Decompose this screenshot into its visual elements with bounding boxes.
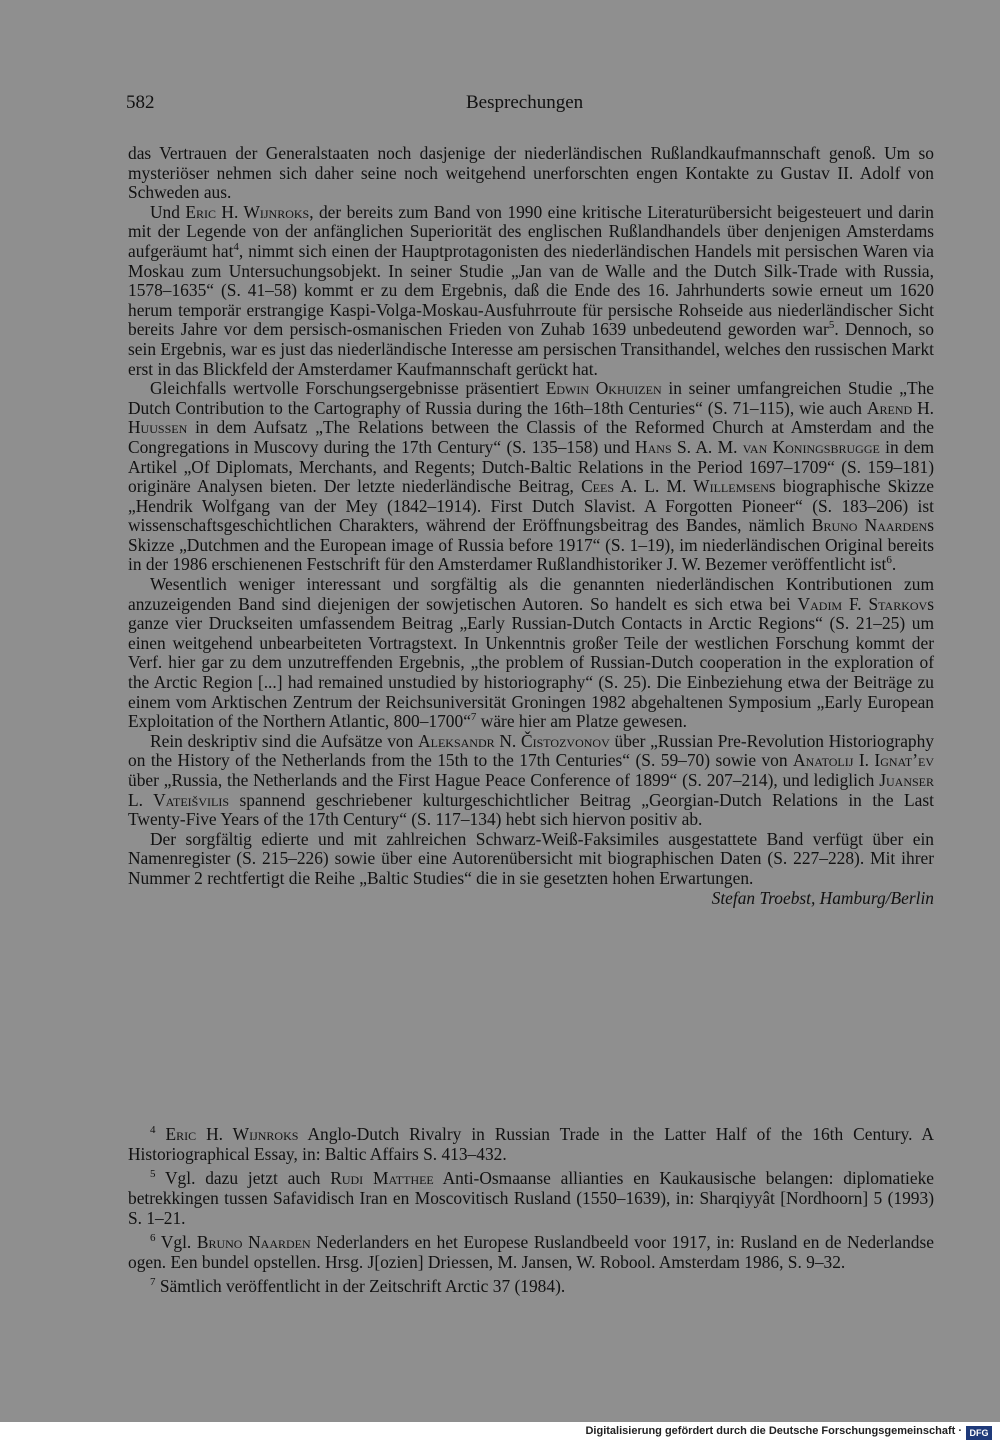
paragraph — [128, 828, 934, 908]
text-run: in dem Artikel „Of Diplomats, Merchants, and Regents; Dutch-Baltic Relations in the Period 1697–1709“ (S. 159–181) originäre Analysen bieten. Der letzte niederländische Beitrag, — [128, 436, 934, 497]
author-name: Anatolij I. Ignat’ev — [793, 750, 934, 771]
footnote — [128, 1124, 934, 1164]
footnote-number: 7 — [150, 1276, 156, 1289]
text-run: Und — [150, 201, 186, 222]
review-body — [128, 144, 934, 908]
paragraph — [128, 732, 934, 830]
paragraph-text: das Vertrauen der Generalstaaten noch dasjenige der niederländischen Rußlandkaufmannschaft genoß. Um so mysteriöser nehmen sich daher seine noch weitgehend unerforschten engen Kontakte zu Gustav II. Adolf von Schweden aus. — [128, 143, 934, 203]
footnote-text: Anti-Osmaanse allianties en Kaukausische belangen: diplomatieke betrekkingen tussen Safavidisch Iran en Moscovitisch Rusland (1550–1639), in: Sharqiyyât [Nordhoorn] 5 (1993) S. 1–21. — [128, 1168, 934, 1228]
footnote-number: 4 — [150, 1124, 156, 1137]
page-header — [126, 92, 932, 118]
author-name: Rudi Matthee — [330, 1168, 434, 1188]
text-run: Der sorgfältig edierte und mit zahlreichen Schwarz-Weiß-Faksimiles ausgestattete Band verfügt über ein Namenregister (S. 215–226) sowie über eine Autorenübersicht mit biographischen Daten (S. 227–228). Mit ihrer Nummer 2 rechtfertigt die Reihe „Baltic Studies“ die in sie gesetzten hohen Erwartungen. — [128, 828, 934, 888]
footnote-text: Anglo-Dutch Rivalry in Russian Trade in the Latter Half of the 16th Century. A Historiographical Essay, in: Baltic Affairs S. 413–432. — [128, 1124, 934, 1164]
footnote — [128, 1232, 934, 1272]
text-run: . — [891, 554, 897, 575]
text-run: Wesentlich weniger interessant und sorgfältig als die genannten niederländischen Kontributionen zum anzuzeigenden Band sind diejenigen der sowjetischen Autoren. So handelt es sich etwa bei — [128, 574, 934, 614]
text-run: über „Russian Pre-Revolution Historiography on the History of the Netherlands from the 15th to the 17th Centuries“ (S. 59–70) sowie von — [128, 730, 934, 771]
digitization-footer — [0, 1422, 1000, 1444]
paragraph — [128, 575, 934, 732]
footnote-number: 5 — [150, 1168, 156, 1181]
footnote-ref: 5 — [828, 319, 835, 332]
text-run: s ganze vier Druckseiten umfassendem Beitrag „Early Russian-Dutch Contacts in Arctic Regions“ (S. 21–25) um einen weitgehend unbearbeiteten Vortragstext. In Unkenntnis großer Teile der westlichen Forschung kommt der Verf. hier gar zu dem unzutreffenden Ergebnis, „the problem of Russian-Dutch cooperation in the exploration of the Arctic Region [...] had remained unstudied by historiography“ (S. 25). Die Einbeziehung etwa der Beiträge zu einem vom Arktischen Zentrum der Reichsuniversität Groningen 1982 abgehaltenen Symposium „Early European Exploitation of the Northern Atlantic, 800–1700“ — [128, 593, 934, 732]
author-name: Bruno Naarden — [811, 515, 928, 536]
text-run: . Dennoch, so sein Ergebnis, war es just das niederländische Interesse am persischen Transithandel, welches den russischen Markt erst in das Blickfeld der Amsterdamer Kaufmannschaft gerückt hat. — [128, 319, 934, 379]
running-title: Besprechungen — [466, 92, 584, 113]
author-name: Juanser L. Vateišvilis — [128, 770, 934, 810]
text-run: s biographische Skizze „Hendrik Wolfgang van der Mey (1842–1914). First Dutch Slavist. A Forgotten Pioneer“ (S. 183–206) ist wissenschaftsgeschichtlichen Charakters, während der Eröffnungsbeitrag des Bandes, nämlich — [128, 476, 934, 536]
footnote-ref: 6 — [886, 554, 892, 567]
author-name: Edwin Okhuizen — [545, 378, 662, 399]
footnote — [128, 1168, 934, 1228]
footnote-ref: 7 — [470, 711, 477, 724]
dfg-logo: DFG — [966, 1426, 992, 1440]
footnotes — [128, 1124, 934, 1300]
author-name: Vadim F. Starkov — [797, 593, 928, 614]
footnote — [128, 1276, 934, 1296]
author-name: Hans S. A. M. van Koningsbrugge — [635, 436, 880, 457]
footnote-text: Vgl. — [160, 1232, 197, 1252]
footnote-ref: 4 — [233, 241, 239, 254]
author-name: Cees A. L. M. Willemsen — [581, 476, 769, 497]
text-run: , nimmt sich einen der Hauptprotagonisten des niederländischen Handels mit persischen Waren via Moskau zum Untersuchungsobjekt. In seiner Studie „Jan van de Walle and the Dutch Silk-Trade with Russia, 1578–1635“ (S. 41–58) kommt er zu dem Ergebnis, daß die Ende des 16. Jahrhunderts sowie erneut um 1620 herum temporär erstrangige Kaspi-Volga-Moskau-Ausfuhrroute für persische Rohseide aus niederländischer Sicht bereits Jahre vor dem persisch-osmanischen Frieden von Zuhab 1639 unbedeutend geworden war — [128, 240, 934, 340]
text-run: über „Russia, the Netherlands and the First Hague Peace Conference of 1899“ (S. 207–214), und lediglich — [128, 770, 880, 790]
text-run: wäre hier am Platze gewesen. — [476, 711, 687, 732]
paragraph — [128, 379, 934, 575]
author-name: Arend H. Huussen — [128, 397, 935, 438]
text-run: spannend geschriebener kulturgeschichtlicher Beitrag „Georgian-Dutch Relations in the Last Twenty-Five Years of the 17th Century“ (S. 117–134) hebt sich hiervon positiv ab. — [128, 789, 934, 830]
text-run: s Skizze „Dutchmen and the European image of Russia before 1917“ (S. 1–19), im niederländischen Original bereits in der 1986 erschienenen Festschrift für den Amsterdamer Rußlandhistoriker J. W. Bezemer veröffentlicht ist — [128, 515, 934, 575]
paragraph — [128, 144, 934, 203]
text-run: in dem Aufsatz „The Relations between the Classis of the Reformed Church at Amsterdam and the Congregations in Muscovy during the 17th Century“ (S. 135–158) und — [128, 417, 934, 457]
paragraph — [128, 203, 934, 379]
footnote-text: Nederlanders en het Europese Ruslandbeeld voor 1917, in: Rusland en de Nederlandse ogen. Een bundel opstellen. Hrsg. J[ozien] Driessen, M. Jansen, W. Robool. Amsterdam 1986, S. 9–32. — [128, 1232, 934, 1272]
text-run: in seiner umfangreichen Studie „The Dutch Contribution to the Cartography of Russia during the 16th–18th Centuries“ (S. 71–115), wie auch — [128, 378, 934, 418]
author-name: Bruno Naarden — [196, 1232, 311, 1252]
text-run: Rein deskriptiv sind die Aufsätze von — [150, 730, 419, 751]
page-number: 582 — [126, 92, 155, 113]
funding-notice: Digitalisierung gefördert durch die Deutsche Forschungsgemeinschaft · — [585, 1425, 962, 1437]
footnote-text: Sämtlich veröffentlicht in der Zeitschrift Arctic 37 (1984). — [159, 1276, 566, 1296]
footnote-text: Vgl. dazu jetzt auch — [165, 1168, 331, 1188]
text-run: Gleichfalls wertvolle Forschungsergebnisse präsentiert — [150, 378, 546, 399]
reviewer-signature: Stefan Troebst, Hamburg/Berlin — [711, 887, 934, 908]
author-name: Eric H. Wijnroks — [165, 1124, 299, 1144]
author-name: Aleksandr N. Čistozvonov — [418, 730, 610, 751]
author-name: Eric H. Wijnroks — [185, 201, 310, 222]
text-run: , der bereits zum Band von 1990 eine kritische Literaturübersicht beigesteuert und darin mit der Legende von der anfänglichen Superiorität des englischen Rußlandhandels über denjenigen Amsterdams aufgeräumt hat — [128, 201, 934, 261]
footnote-number: 6 — [150, 1232, 156, 1245]
